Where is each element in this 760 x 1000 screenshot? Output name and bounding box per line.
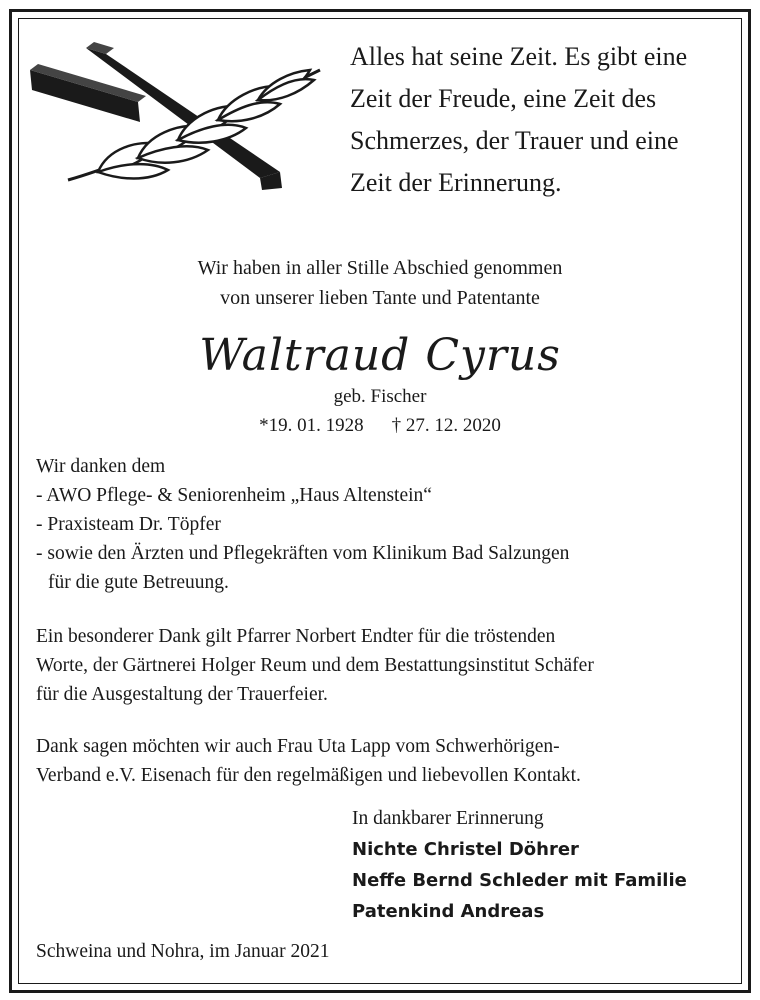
quote-line: Zeit der Erinnerung.	[350, 168, 562, 197]
intro-text	[0, 253, 760, 313]
quote-line: Zeit der Freude, eine Zeit des	[350, 84, 657, 113]
place-date: Schweina und Nohra, im Januar 2021	[36, 941, 330, 962]
list-item: - AWO Pflege- & Seniorenheim „Haus Altenstein“	[36, 485, 432, 506]
cross-with-palm-branch-icon	[28, 40, 328, 190]
thanks-heading: Wir danken dem	[36, 456, 166, 477]
mourner-names	[352, 834, 687, 927]
intro-line: von unserer lieben Tante und Patentante	[220, 287, 540, 309]
intro-line: Wir haben in aller Stille Abschied genommen	[197, 257, 563, 279]
death-date: † 27. 12. 2020	[391, 415, 501, 436]
paragraph-line: Verband e.V. Eisenach für den regelmäßigen und liebevollen Kontakt.	[36, 765, 581, 786]
signoff-label: In dankbarer Erinnerung	[352, 808, 544, 829]
list-item: - sowie den Ärzten und Pflegekräften vom Klinikum Bad Salzungen	[36, 543, 570, 564]
mourner-name: Neffe Bernd Schleder mit Familie	[352, 870, 687, 891]
paragraph-line: Dank sagen möchten wir auch Frau Uta Lapp vom Schwerhörigen-	[36, 736, 560, 757]
quote	[350, 36, 750, 204]
quote-line: Schmerzes, der Trauer und eine	[350, 126, 679, 155]
list-item-continuation: für die gute Betreuung.	[48, 572, 229, 593]
maiden-name: geb. Fischer	[333, 386, 427, 407]
mourner-name: Patenkind Andreas	[352, 901, 545, 922]
deceased-name: Waltraud Cyrus	[199, 330, 561, 381]
paragraph-line: Ein besonderer Dank gilt Pfarrer Norbert Endter für die tröstenden	[36, 626, 556, 647]
paragraph-line: für die Ausgestaltung der Trauerfeier.	[36, 684, 328, 705]
thanks-paragraph	[36, 732, 736, 790]
signoff	[352, 803, 687, 927]
paragraph-line: Worte, der Gärtnerei Holger Reum und dem Bestattungsinstitut Schäfer	[36, 655, 594, 676]
list-item: - Praxisteam Dr. Töpfer	[36, 514, 221, 535]
thanks-list	[36, 452, 736, 597]
mourner-name: Nichte Christel Döhrer	[352, 839, 579, 860]
quote-line: Alles hat seine Zeit. Es gibt eine	[350, 42, 688, 71]
life-dates	[0, 412, 760, 440]
birth-date: *19. 01. 1928	[259, 415, 364, 436]
thanks-paragraph	[36, 622, 736, 709]
